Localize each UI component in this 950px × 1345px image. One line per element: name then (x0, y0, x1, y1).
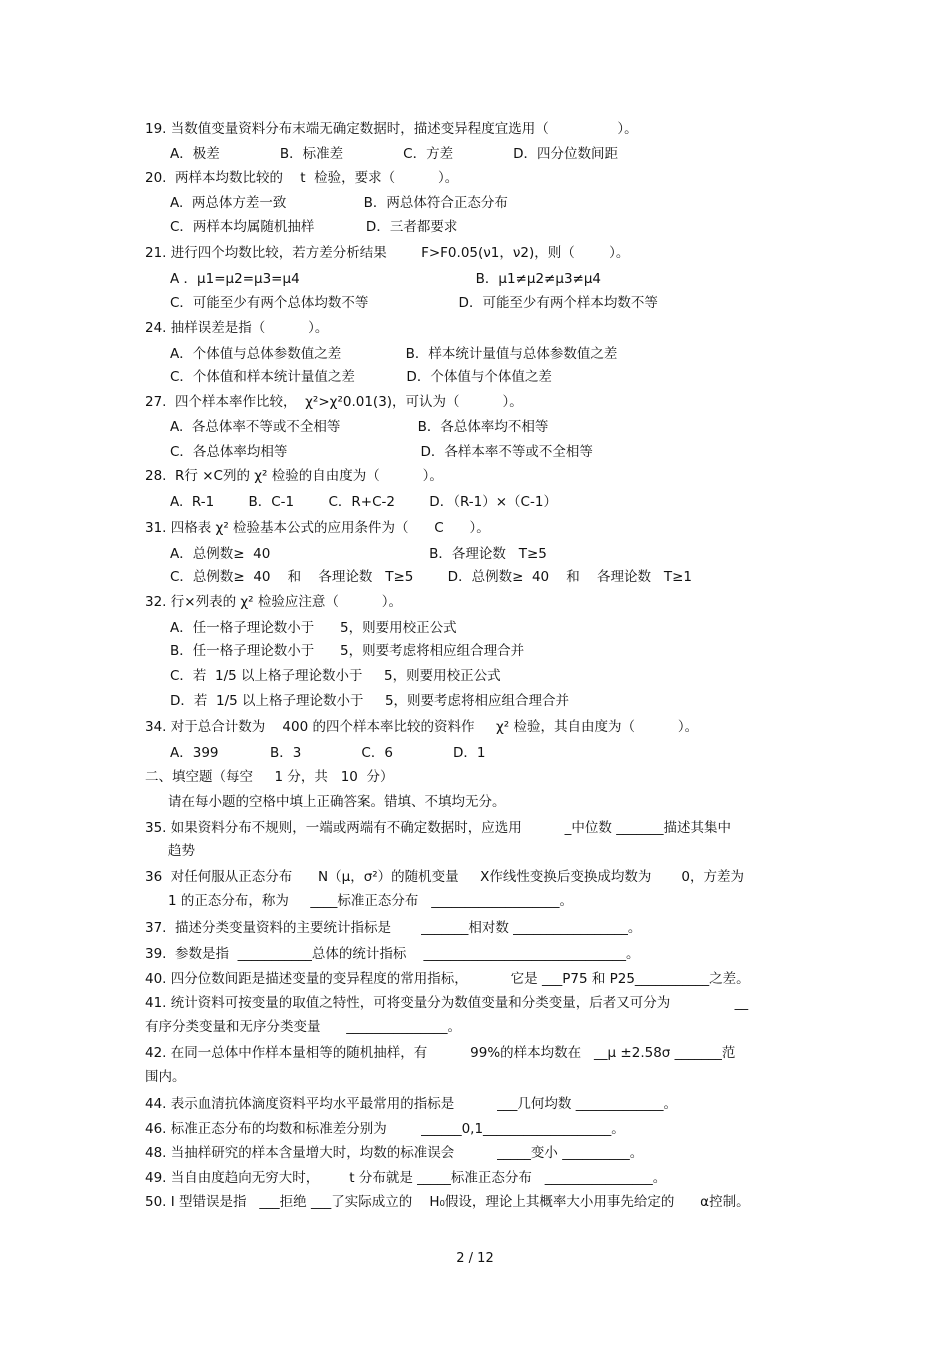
q21-question: 21. 进行四个均数比较，若方差分析结果 F>F0.05(ν1，ν2)，则（ ）。 (145, 245, 630, 261)
q24-options-ab: A．个体值与总体参数值之差 B．样本统计量值与总体参数值之差 (170, 346, 618, 362)
q20-options-ab: A. 两总体方差一致 B．两总体符合正态分布 (170, 195, 508, 211)
q42-question: 42. 在同一总体中作样本量相等的随机抽样，有 99%的样本均数在 __μ ±2.58σ _______范 (145, 1045, 736, 1061)
q27-options-cd: C．各总体率均相等 D．各样本率不等或不全相等 (170, 444, 593, 460)
q41-continuation: 有序分类变量和无序分类变量 _______________。 (145, 1019, 461, 1035)
q32-option-a: A．任一格子理论数小于 5，则要用校正公式 (170, 620, 457, 636)
q34-options: A．399 B．3 C．6 D．1 (170, 745, 486, 761)
page-number: 2 / 12 (456, 1251, 494, 1266)
q31-options-cd: C．总例数≥ 40 和 各理论数 T≥5 D．总例数≥ 40 和 各理论数 T≥1 (170, 569, 692, 585)
q35-continuation: 趋势 (168, 843, 195, 859)
q19-options: A．极差 B．标准差 C．方差 D．四分位数间距 (170, 146, 619, 162)
q32-question: 32. 行×列表的 χ² 检验应注意（ ）。 (145, 594, 403, 610)
q41-question: 41. 统计资料可按变量的取值之特性，可将变量分为数值变量和分类变量，后者又可分为 __ (145, 995, 749, 1011)
q46-question: 46. 标准正态分布的均数和标准差分别为 ______0,1___________________。 (145, 1121, 625, 1137)
q36-question: 36 对任何服从正态分布 N（μ，σ²）的随机变量 X作线性变换后变换成均数为 0，方差为 (145, 869, 744, 885)
q32-option-c: C．若 1/5 以上格子理论数小于 5，则要用校正公式 (170, 668, 501, 684)
q37-question: 37. 描述分类变量资料的主要统计指标是 _______相对数 _________________。 (145, 920, 642, 936)
q49-question: 49. 当自由度趋向无穷大时， t 分布就是 _____标准正态分布 ________________。 (145, 1170, 667, 1186)
q50-question: 50. I 型错误是指 ___拒绝 ___了实际成立的 H₀假设，理论上其概率大小用事先给定的 α控制。 (145, 1194, 750, 1210)
q27-options-ab: A. 各总体率不等或不全相等 B．各总体率均不相等 (170, 419, 549, 435)
q24-options-cd: C．个体值和样本统计量值之差 D．个体值与个体值之差 (170, 369, 552, 385)
q35-question: 35. 如果资料分布不规则，一端或两端有不确定数据时，应选用 _中位数 _______描述其集中 (145, 820, 731, 836)
q19-question: 19. 当数值变量资料分布末端无确定数据时，描述变异程度宜选用（ ）。 (145, 121, 638, 137)
q27-question: 27. 四个样本率作比较， χ²>χ²0.01(3)，可认为（ ）。 (145, 394, 523, 410)
q34-question: 34. 对于总合计数为 400 的四个样本率比较的资料作 χ² 检验，其自由度为（ ）。 (145, 719, 699, 735)
q36-continuation: 1 的正态分布，称为 ____标准正态分布 ___________________。 (168, 893, 573, 909)
q40-question: 40. 四分位数间距是描述变量的变异程度的常用指标， 它是 ___P75 和 P25___________之差。 (145, 971, 750, 987)
q48-question: 48. 当抽样研究的样本含量增大时，均数的标准误会 _____变小 __________。 (145, 1145, 644, 1161)
q28-options: A. R-1 B．C-1 C．R+C-2 D．（R-1）×（C-1） (170, 494, 557, 510)
q31-options-ab: A．总例数≥ 40 B．各理论数 T≥5 (170, 546, 547, 562)
q31-question: 31. 四格表 χ² 检验基本公式的应用条件为（ C ）。 (145, 520, 490, 536)
q39-question: 39. 参数是指 ___________总体的统计指标 ______________________________。 (145, 946, 640, 962)
q28-question: 28. R行 ×C列的 χ² 检验的自由度为（ ）。 (145, 468, 443, 484)
q20-options-cd: C．两样本均属随机抽样 D．三者都要求 (170, 219, 458, 235)
q32-option-d: D．若 1/5 以上格子理论数小于 5，则要考虑将相应组合理合并 (170, 693, 570, 709)
q21-options-cd: C．可能至少有两个总体均数不等 D．可能至少有两个样本均数不等 (170, 295, 658, 311)
q20-question: 20. 两样本均数比较的 t 检验，要求（ ）。 (145, 170, 459, 186)
q44-question: 44. 表示血清抗体滴度资料平均水平最常用的指标是 ___几何均数 _____________。 (145, 1096, 677, 1112)
q21-options-ab: A ．μ1=μ2=μ3=μ4 B．μ1≠μ2≠μ3≠μ4 (170, 271, 602, 287)
section-instruction: 请在每小题的空格中填上正确答案。错填、不填均无分。 (168, 794, 506, 810)
q24-question: 24. 抽样误差是指（ ）。 (145, 320, 329, 336)
q42-continuation: 围内。 (145, 1069, 186, 1085)
q32-option-b: B．任一格子理论数小于 5，则要考虑将相应组合理合并 (170, 643, 525, 659)
section-heading: 二、填空题（每空 1 分，共 10 分） (145, 769, 394, 785)
